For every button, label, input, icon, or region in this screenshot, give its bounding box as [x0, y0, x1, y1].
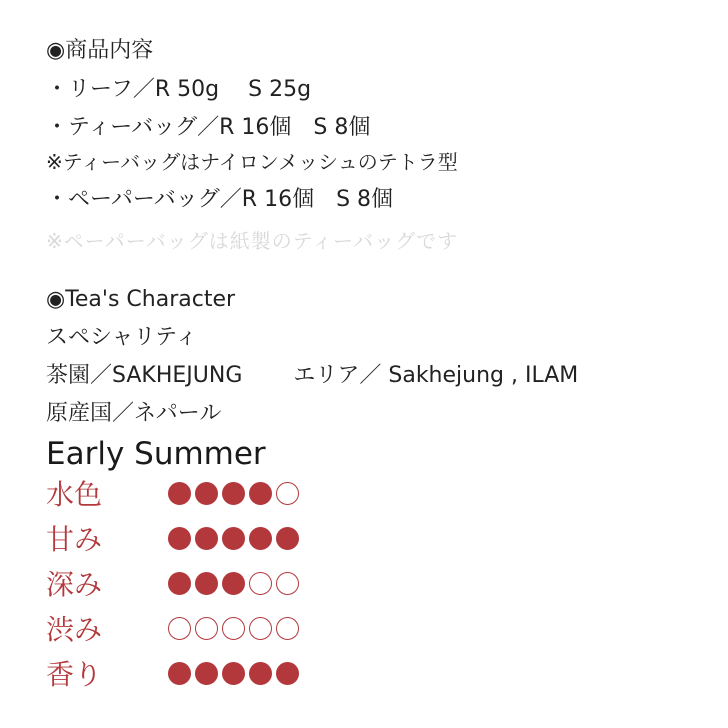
- rating-dot-filled: [222, 527, 245, 550]
- rating-dot-filled: [249, 527, 272, 550]
- rating-dot-empty: [249, 572, 272, 595]
- rating-dot-empty: [249, 617, 272, 640]
- rating-dot-filled: [168, 662, 191, 685]
- rating-dot-filled: [195, 527, 218, 550]
- rating-row-color: [46, 477, 366, 513]
- origin-line: 原産国／ネパール: [46, 401, 222, 426]
- rating-dot-empty: [222, 617, 245, 640]
- paperbag-line: ・ペーパーバッグ／R 16個 S 8個: [46, 187, 394, 212]
- rating-dots: [168, 482, 299, 505]
- contents-heading: ◉商品内容: [46, 38, 154, 63]
- rating-dot-filled: [168, 482, 191, 505]
- rating-dot-empty: [168, 617, 191, 640]
- rating-dot-empty: [276, 617, 299, 640]
- rating-dots: [168, 572, 299, 595]
- rating-dots: [168, 662, 299, 685]
- teabag-line: ・ティーバッグ／R 16個 S 8個: [46, 115, 371, 140]
- season-label: Early Summer: [46, 436, 266, 472]
- character-heading: ◉Tea's Character: [46, 287, 236, 312]
- rating-dot-filled: [222, 482, 245, 505]
- rating-dot-filled: [276, 662, 299, 685]
- rating-label: 甘み: [46, 523, 103, 556]
- rating-dots: [168, 527, 299, 550]
- rating-row-astringency: [46, 612, 366, 648]
- rating-dot-filled: [222, 662, 245, 685]
- rating-row-depth: [46, 567, 366, 603]
- rating-label: 香り: [46, 658, 103, 691]
- rating-dot-filled: [168, 527, 191, 550]
- rating-dot-filled: [168, 572, 191, 595]
- rating-dot-filled: [249, 482, 272, 505]
- leaf-line: ・リーフ／R 50g S 25g: [46, 77, 312, 102]
- rating-dot-filled: [195, 482, 218, 505]
- grade-line: スペシャリティ: [46, 325, 198, 350]
- rating-dot-filled: [195, 572, 218, 595]
- rating-dot-empty: [276, 572, 299, 595]
- rating-row-sweetness: [46, 522, 366, 558]
- rating-dot-filled: [195, 662, 218, 685]
- garden-area-line: 茶園／SAKHEJUNG エリア／ Sakhejung , ILAM: [46, 363, 579, 388]
- rating-label: 深み: [46, 568, 103, 601]
- rating-row-aroma: [46, 657, 366, 693]
- rating-dot-empty: [195, 617, 218, 640]
- rating-dots: [168, 617, 299, 640]
- rating-label: 水色: [46, 478, 103, 511]
- rating-label: 渋み: [46, 613, 103, 646]
- cut-off-text-line: ※ペーパーバッグは紙製のティーバッグです: [46, 229, 459, 253]
- rating-dot-filled: [276, 527, 299, 550]
- rating-dot-filled: [249, 662, 272, 685]
- rating-dot-filled: [222, 572, 245, 595]
- rating-dot-empty: [276, 482, 299, 505]
- teabag-note: ※ティーバッグはナイロンメッシュのテトラ型: [46, 150, 458, 174]
